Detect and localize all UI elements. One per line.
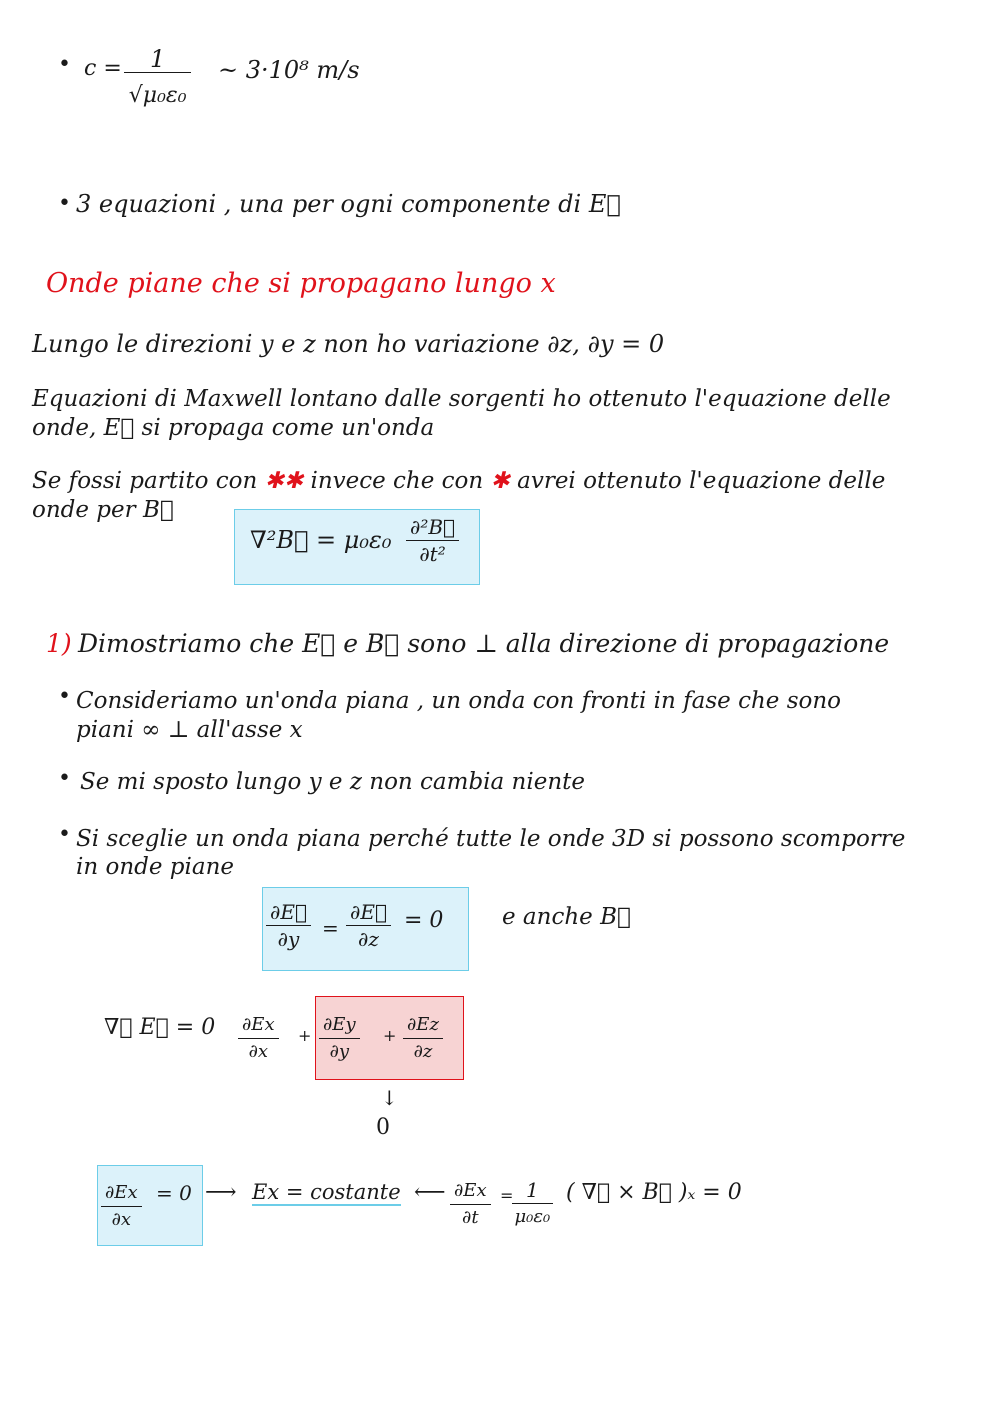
se-text-c: avrei ottenuto l'equazione delle (517, 468, 886, 494)
se-text-a: Se fossi partito con (32, 468, 258, 494)
bullet-dot: • (58, 191, 71, 216)
lungo-line: Lungo le direzioni y e z non ho variazione ∂z, ∂y = 0 (32, 330, 665, 358)
equals-zero: = 0 (404, 908, 444, 933)
dEy-dy-fraction (319, 1012, 360, 1065)
bullet-dot: • (58, 684, 71, 709)
section-heading: Onde piane che si propagano lungo x (46, 268, 556, 299)
dEz-dz-den: ∂z (413, 1041, 433, 1062)
maxwell-line-2: onde, E⃗ si propaga come un'onda (32, 415, 435, 441)
plane-wave-line-2: piani ∞ ⊥ all'asse x (76, 717, 303, 743)
section-1-text: Dimostriamo che E⃗ e B⃗ sono ⊥ alla direzione di propagazione (78, 629, 890, 658)
maxwell-line-1: Equazioni di Maxwell lontano dalle sorgenti ho ottenuto l'equazione delle (32, 386, 891, 412)
se-line-1 (32, 467, 885, 495)
dE-dy-den: ∂y (277, 927, 300, 951)
speed-denominator: √μ₀ε₀ (128, 83, 187, 108)
dEy-dy-den: ∂y (329, 1041, 350, 1062)
wave-eq-lhs: ∇²B⃗ = μ₀ε₀ (250, 526, 392, 554)
dE-dz-den: ∂z (358, 927, 379, 951)
speed-numerator: 1 (124, 46, 191, 73)
dEx-dt-num: ∂Ex (450, 1178, 491, 1205)
anche-b-text: e anche B⃗ (502, 904, 631, 930)
dE-dz-fraction (346, 899, 391, 952)
bullet-dot: • (58, 822, 71, 847)
speed-label: c = (84, 56, 122, 81)
wave-eq-fraction (406, 514, 459, 567)
wave-eq-num: ∂²B⃗ (406, 514, 459, 541)
mu-num: 1 (512, 1177, 553, 1204)
speed-approx: ~ 3·10⁸ m/s (218, 56, 360, 84)
box-equals-zero: = 0 (156, 1181, 192, 1205)
box-dEx-num: ∂Ex (101, 1180, 142, 1207)
dEx-dx-num: ∂Ex (238, 1012, 279, 1039)
equals-sign: = (322, 916, 339, 940)
bullet-dot: • (58, 766, 71, 791)
mu-den: μ₀ε₀ (514, 1206, 551, 1227)
plus-sign: + (298, 1026, 312, 1045)
dEx-dx-fraction (238, 1012, 279, 1065)
no-change-line: Se mi sposto lungo y e z non cambia niente (80, 769, 585, 795)
se-text-b: invece che con (310, 468, 484, 494)
speed-fraction (124, 46, 191, 109)
dEx-dt-den: ∂t (462, 1207, 479, 1228)
plus-sign: + (383, 1026, 397, 1045)
section-1-number: 1) (46, 629, 72, 658)
decompose-line-2: in onde piane (76, 854, 235, 880)
bullet-dot: • (58, 52, 71, 77)
right-arrow: ⟶ (205, 1180, 237, 1205)
equals-sign: = (500, 1186, 514, 1205)
dE-dy-fraction (266, 899, 311, 952)
three-equations-text: 3 equazioni , una per ogni componente di E⃗ (76, 190, 621, 218)
box-dEx-dx-fraction (101, 1180, 142, 1233)
single-star: ✱ (490, 468, 510, 494)
curl-expression: ( ∇⃗ × B⃗ )ₓ = 0 (566, 1180, 742, 1205)
dEx-dt-fraction (450, 1178, 491, 1231)
wave-eq-den: ∂t² (419, 542, 446, 566)
dEy-dy-num: ∂Ey (319, 1012, 360, 1039)
double-star: ✱✱ (264, 468, 304, 494)
dE-dz-num: ∂E⃗ (346, 899, 391, 926)
decompose-line-1: Si sceglie un onda piana perché tutte le onde 3D si possono scomporre (76, 826, 906, 852)
dEx-dx-den: ∂x (248, 1041, 269, 1062)
divergence-e: ∇⃗ E⃗ = 0 (104, 1015, 216, 1040)
left-arrow: ⟵ (414, 1180, 446, 1205)
dE-dy-num: ∂E⃗ (266, 899, 311, 926)
zero-result: 0 (376, 1115, 390, 1140)
down-arrow: ↓ (381, 1086, 398, 1110)
ex-constant: Ex = costante (252, 1180, 401, 1204)
dEz-dz-num: ∂Ez (403, 1012, 443, 1039)
plane-wave-line-1: Consideriamo un'onda piana , un onda con fronti in fase che sono (76, 688, 842, 714)
box-dEx-den: ∂x (111, 1209, 132, 1230)
mu-fraction (512, 1177, 553, 1230)
dEz-dz-fraction (403, 1012, 443, 1065)
se-line-2: onde per B⃗ (32, 497, 174, 523)
